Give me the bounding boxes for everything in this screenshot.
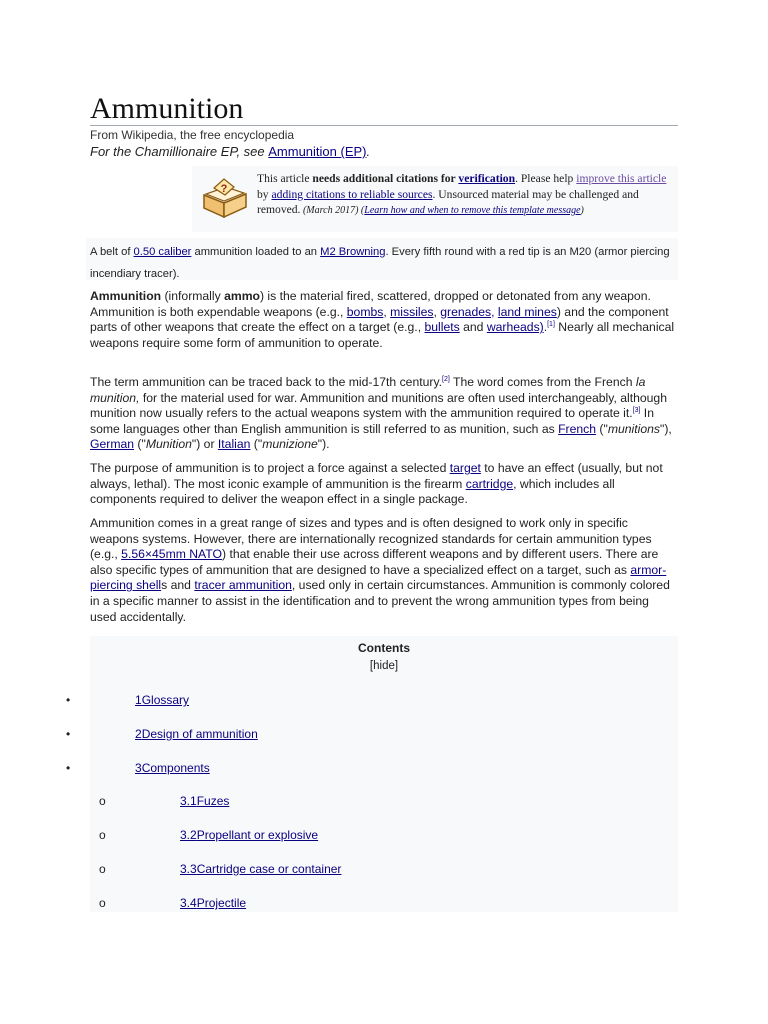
citation-3[interactable]: [3]	[632, 407, 641, 415]
missiles-link[interactable]: missiles	[390, 304, 434, 319]
p3-text: , which includes all components required to deliver the weapon effect in a single package.	[90, 476, 615, 507]
p4-text: , used only in certain circumstances. Ammunition is commonly colored in a specific manner to assist in the identification and to prevent the wrong ammunition types from being used accidentally.	[90, 578, 670, 624]
m2-browning-link[interactable]: M2 Browning	[320, 246, 386, 258]
p1-text: ,	[383, 304, 391, 319]
term-ammo: ammo	[224, 289, 260, 303]
p1-text: (informally	[161, 289, 225, 303]
p2-text: In some languages other than English ammunition is still referred to as munition, such as	[90, 406, 654, 436]
citation-1[interactable]: [1]	[547, 321, 555, 329]
p1-text: Nearly all mechanical weapons require some form of ammunition to operate.	[90, 320, 675, 350]
toc-item-label[interactable]: Fuzes	[196, 794, 230, 808]
p2-text: "),	[660, 421, 672, 436]
p2-text: The term ammunition can be traced back to the mid-17th century.	[90, 375, 443, 389]
citation-2[interactable]: [2]	[442, 375, 450, 383]
toc-item-number[interactable]: 3.1	[180, 794, 197, 808]
svg-text:?: ?	[220, 183, 228, 195]
ambox-text-3: by	[257, 187, 272, 201]
toc-item-number[interactable]: 3	[135, 761, 142, 775]
term-ammunition: Ammunition	[90, 289, 162, 303]
german-link[interactable]: German	[90, 437, 135, 452]
grenades-link[interactable]: grenades,	[440, 304, 495, 319]
p1-text: and	[459, 320, 487, 335]
toc-bullet: •	[66, 727, 71, 741]
toc-item-label[interactable]: Cartridge case or container	[196, 862, 342, 876]
toc-item-label[interactable]: Components	[141, 761, 210, 775]
toc-hide-toggle[interactable]: [hide]	[369, 660, 399, 672]
etymology-paragraph	[90, 375, 678, 453]
p1-text: .	[543, 320, 548, 335]
warheads-link[interactable]: warheads)	[486, 320, 544, 335]
toc-title: Contents	[358, 641, 410, 655]
p3-text: to have an effect (usually, but not always, lethal). The most iconic example of ammunition is the firearm	[90, 461, 663, 491]
toc-item-label[interactable]: Glossary	[141, 693, 190, 707]
toc-item-components[interactable]	[135, 761, 210, 775]
ambox-text-5: (	[358, 205, 365, 216]
ambox-text-1: This article	[257, 172, 313, 185]
p2-text: ") or	[191, 437, 218, 452]
p2-text: for the material used for war. Ammunition and munitions are often used interchangeably, although munition now usually refers to the actual weapons system with the ammunition required to operate it.	[90, 390, 667, 421]
citation-notice	[192, 166, 678, 232]
toc-item-glossary[interactable]	[135, 693, 189, 707]
toc-item-number[interactable]: 3.3	[180, 862, 197, 876]
intro-paragraph	[90, 289, 678, 351]
book-question-icon	[200, 177, 250, 221]
p4-text: s and	[161, 578, 195, 593]
italian-link[interactable]: Italian	[217, 437, 251, 452]
p2-text: The word comes from the French	[449, 375, 636, 389]
p1-text: ,	[433, 304, 441, 319]
term-munition: Munition	[145, 437, 192, 452]
toc-item-fuzes[interactable]	[180, 794, 229, 808]
cartridge-link[interactable]: cartridge	[465, 476, 514, 491]
toc-item-number[interactable]: 3.4	[180, 896, 197, 910]
toc-item-projectile[interactable]	[180, 896, 246, 910]
toc-item-label[interactable]: Design of ammunition	[141, 727, 258, 741]
toc-sub-bullet: o	[99, 896, 106, 910]
armor-piercing-link[interactable]: armor-piercing shell	[90, 562, 667, 593]
page-title: Ammunition	[90, 92, 244, 125]
p4-text: Ammunition comes in a great range of sizes and types and is often designed to work only in specific weapons systems. However, there are internationally recognized standards for certain ammunition types (e.g.,	[90, 516, 652, 562]
tracer-ammunition-link[interactable]: tracer ammunition	[194, 578, 292, 593]
remove-template-link[interactable]: Learn how and when to remove this template message	[364, 205, 581, 216]
toc-sub-bullet: o	[99, 828, 106, 842]
toc-item-label[interactable]: Propellant or explosive	[196, 828, 319, 842]
p2-text: ("	[250, 437, 263, 452]
land-mines-link[interactable]: land mines	[497, 304, 557, 319]
caption-text-3: . Every fifth round with a red tip is an M20 (armor piercing incendiary tracer).	[90, 246, 670, 280]
purpose-paragraph	[90, 461, 678, 508]
term-munitions: munitions	[607, 421, 660, 436]
toc-item-number[interactable]: 1	[135, 693, 142, 707]
p1-text: ) is the material fired, scattered, dropped or detonated from any weapon. Ammunition is both expendable weapons (e.g.,	[90, 289, 651, 319]
hatnote-link[interactable]: Ammunition (EP)	[268, 144, 367, 159]
toc-item-label[interactable]: Projectile	[196, 896, 247, 910]
nato-cartridge-link[interactable]: 5.56×45mm NATO	[121, 547, 222, 562]
toc-item-cartridge-case[interactable]	[180, 862, 341, 876]
ambox-text-6: )	[580, 205, 584, 216]
p1-text: ) and the component parts of other weapons that create the effect on a target (e.g.,	[90, 304, 669, 335]
ambox-date: (March 2017)	[300, 205, 359, 216]
toc-bullet: •	[66, 761, 71, 775]
bullets-link[interactable]: bullets	[424, 320, 460, 335]
p2-text: ").	[317, 437, 330, 452]
citation-notice-text	[257, 171, 671, 219]
image-caption	[86, 238, 678, 280]
term-munizione: munizione	[262, 437, 318, 452]
types-paragraph	[90, 516, 678, 625]
adding-citations-link[interactable]: adding citations to reliable sources	[271, 187, 433, 201]
p4-text: ) that enable their use across different weapons and by different users. There are also specific types of ammunition that are designed to have a specialized effect on a target, such as	[90, 547, 659, 577]
target-link[interactable]: target	[449, 461, 481, 475]
caption-text-2: ammunition loaded to an	[191, 246, 321, 258]
ambox-text-2: . Please help	[515, 172, 577, 185]
ambox-text-bold: needs additional citations for	[312, 172, 459, 185]
bombs-link[interactable]: bombs	[346, 304, 384, 319]
toc-sub-bullet: o	[99, 862, 106, 876]
ambox-text-4: . Unsourced material may be challenged and removed.	[257, 187, 639, 216]
improve-article-link[interactable]: improve this article	[576, 172, 667, 185]
p3-text: The purpose of ammunition is to project a force against a selected	[90, 461, 450, 475]
hatnote-prefix: For the Chamillionaire EP, see	[90, 144, 269, 159]
toc-item-propellant[interactable]	[180, 828, 318, 842]
p2-text: ("	[596, 421, 608, 436]
toc-item-design[interactable]	[135, 727, 258, 741]
toc-sub-bullet: o	[99, 794, 106, 808]
site-tagline: From Wikipedia, the free encyclopedia	[90, 128, 295, 142]
verification-link[interactable]: verification	[458, 172, 516, 185]
toc-bullet: •	[66, 693, 71, 707]
p2-text: ("	[134, 437, 146, 452]
toc-item-number[interactable]: 2	[135, 727, 142, 741]
french-link[interactable]: French	[558, 421, 597, 436]
toc-item-number[interactable]: 3.2	[180, 828, 197, 842]
caliber-link[interactable]: 0.50 caliber	[133, 246, 192, 258]
caption-text-1: A belt of	[90, 246, 134, 258]
hatnote	[90, 144, 370, 159]
term-la-munition: la munition,	[90, 375, 646, 405]
hatnote-suffix: .	[366, 144, 371, 159]
title-divider	[90, 125, 678, 126]
